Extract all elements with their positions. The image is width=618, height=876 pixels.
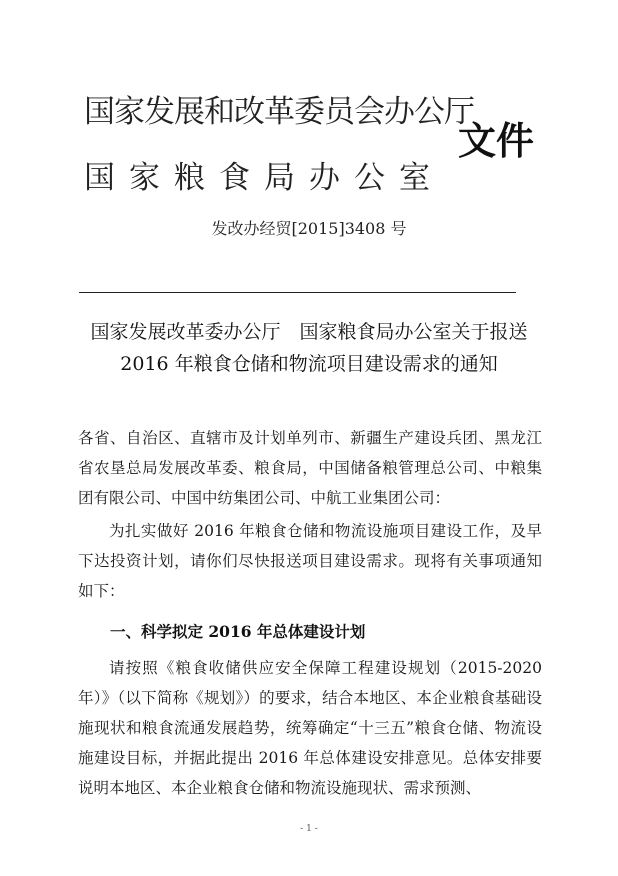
intro-text: 为扎实做好 2016 年粮食仓储和物流设施项目建设工作，及早下达投资计划，请你们尽快报送项目建设需求。现将有关事项通知如下： xyxy=(78,522,542,600)
section-text: 请按照《粮食收储供应安全保障工程建设规划（2015-2020年）》（以下简称《规划》）的要求，结合本地区、本企业粮食基础设施现状和粮食流通发展趋势，统筹确定“十三五”粮食仓储、物流设施建设目标，并据此提出 2016 年总体建设安排意见。总体安排要说明本地区、本企业粮食仓储和物流设施现状、需求预测、 xyxy=(78,659,542,797)
title-line-2: 2016 年粮食仓储和物流项目建设需求的通知 xyxy=(120,353,498,375)
document-title xyxy=(0,316,618,380)
issuer-line-1: 国家发展和改革委员会办公厅 xyxy=(84,94,474,130)
title-line-1: 国家发展改革委办公厅 国家粮食局办公室关于报送 xyxy=(90,321,528,343)
addressee-text: 各省、自治区、直辖市及计划单列市、新疆生产建设兵团、黑龙江省农垦总局发展改革委、粮食局，中国储备粮管理总公司、中粮集团有限公司、中国中纺集团公司、中航工业集团公司： xyxy=(78,429,542,507)
document-number: 发改办经贸[2015]3408 号 xyxy=(211,219,407,238)
file-label: 文件 xyxy=(458,119,535,163)
addressee-block xyxy=(78,423,542,513)
header-divider xyxy=(79,292,516,293)
section-heading: 一、科学拟定 2016 年总体建设计划 xyxy=(110,622,366,641)
issuer-line-2: 国家粮食局办公室 xyxy=(84,160,444,196)
intro-paragraph xyxy=(78,516,542,606)
page-number: - 1 - xyxy=(300,824,318,834)
section-paragraph xyxy=(78,653,542,803)
